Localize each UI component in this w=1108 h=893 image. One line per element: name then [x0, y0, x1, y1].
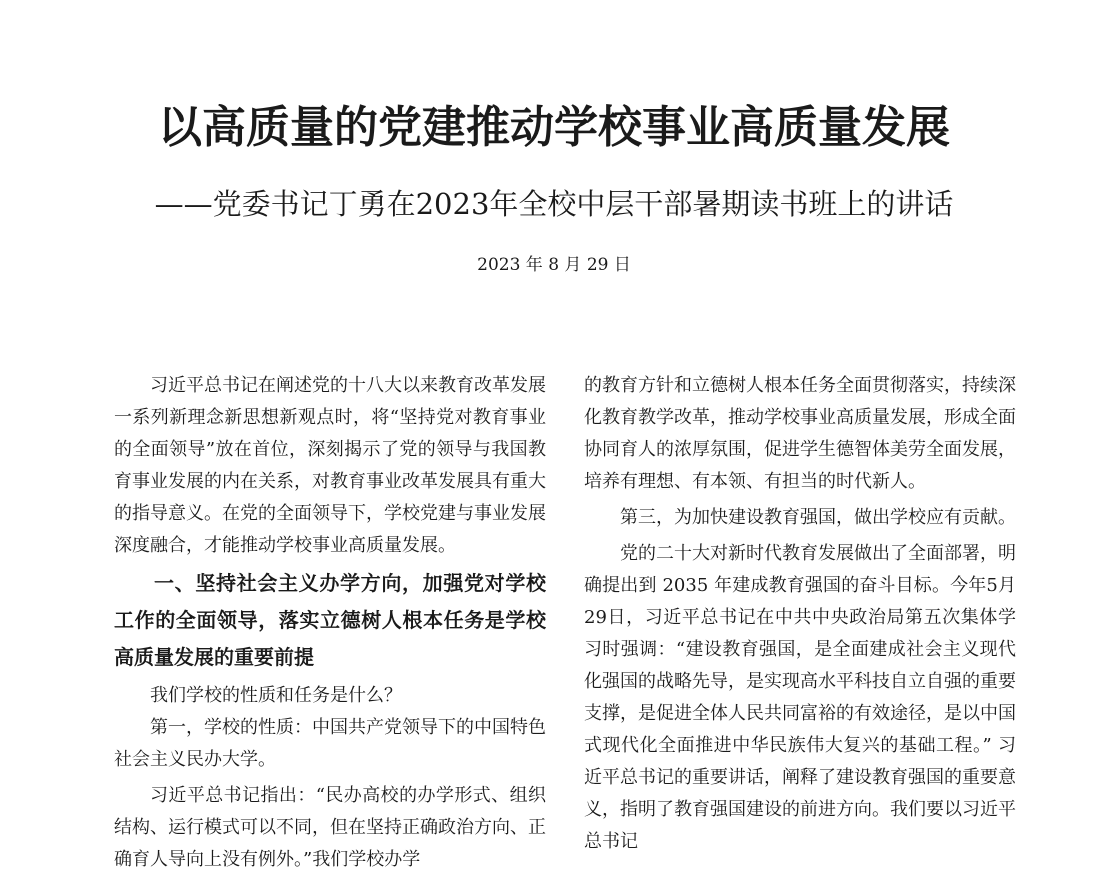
section-heading: 一、坚持社会主义办学方向，加强党对学校工作的全面领导，落实立德树人根本任务是学校高质量发展的重要前提	[114, 571, 546, 669]
right-column	[584, 370, 1016, 858]
paragraph: 我们学校的性质和任务是什么？	[150, 685, 402, 706]
paragraph: 习近平总书记在阐述党的十八大以来教育改革发展一系列新理念新思想新观点时，将“坚持党对教育事业的全面领导”放在首位，深刻揭示了党的领导与我国教育事业发展的内在关系，对教育事业改革发展具有重大的指导意义。在党的全面领导下，学校党建与事业发展深度融合，才能推动学校事业高质量发展。	[114, 375, 546, 556]
paragraph: 党的二十大对新时代教育发展做出了全面部署，明确提出到 2035 年建成教育强国的奋斗目标。今年5月29日，习近平总书记在中共中央政治局第五次集体学习时强调：“建设教育强国，是全面建成社会主义现代化强国的战略先导，是实现高水平科技自立自强的重要支撑，是促进全体人民共同富裕的有效途径，是以中国式现代化全面推进中华民族伟大复兴的基础工程。” 习近平总书记的重要讲话，阐释了建设教育强国的重要意义，指明了教育强国建设的前进方向。我们要以习近平总书记	[584, 543, 1016, 852]
document-subtitle: ——党委书记丁勇在2023年全校中层干部暑期读书班上的讲话	[154, 187, 954, 221]
document-title: 以高质量的党建推动学校事业高质量发展	[158, 102, 950, 153]
paragraph-continued: 的教育方针和立德树人根本任务全面贯彻落实，持续深化教育教学改革，推动学校事业高质量发展，形成全面协同育人的浓厚氛围，促进学生德智体美劳全面发展，培养有理想、有本领、有担当的时代新人。	[584, 375, 1016, 492]
paragraph: 第一，学校的性质：中国共产党领导下的中国特色社会主义民办大学。	[114, 717, 546, 770]
left-column	[114, 370, 546, 876]
speech-date: 2023 年 8 月 29 日	[477, 255, 631, 275]
paragraph: 第三，为加快建设教育强国，做出学校应有贡献。	[620, 507, 1016, 528]
paragraph: 习近平总书记指出：“民办高校的办学形式、组织结构、运行模式可以不同，但在坚持正确政治方向、正确育人导向上没有例外。”我们学校办学	[114, 785, 546, 870]
